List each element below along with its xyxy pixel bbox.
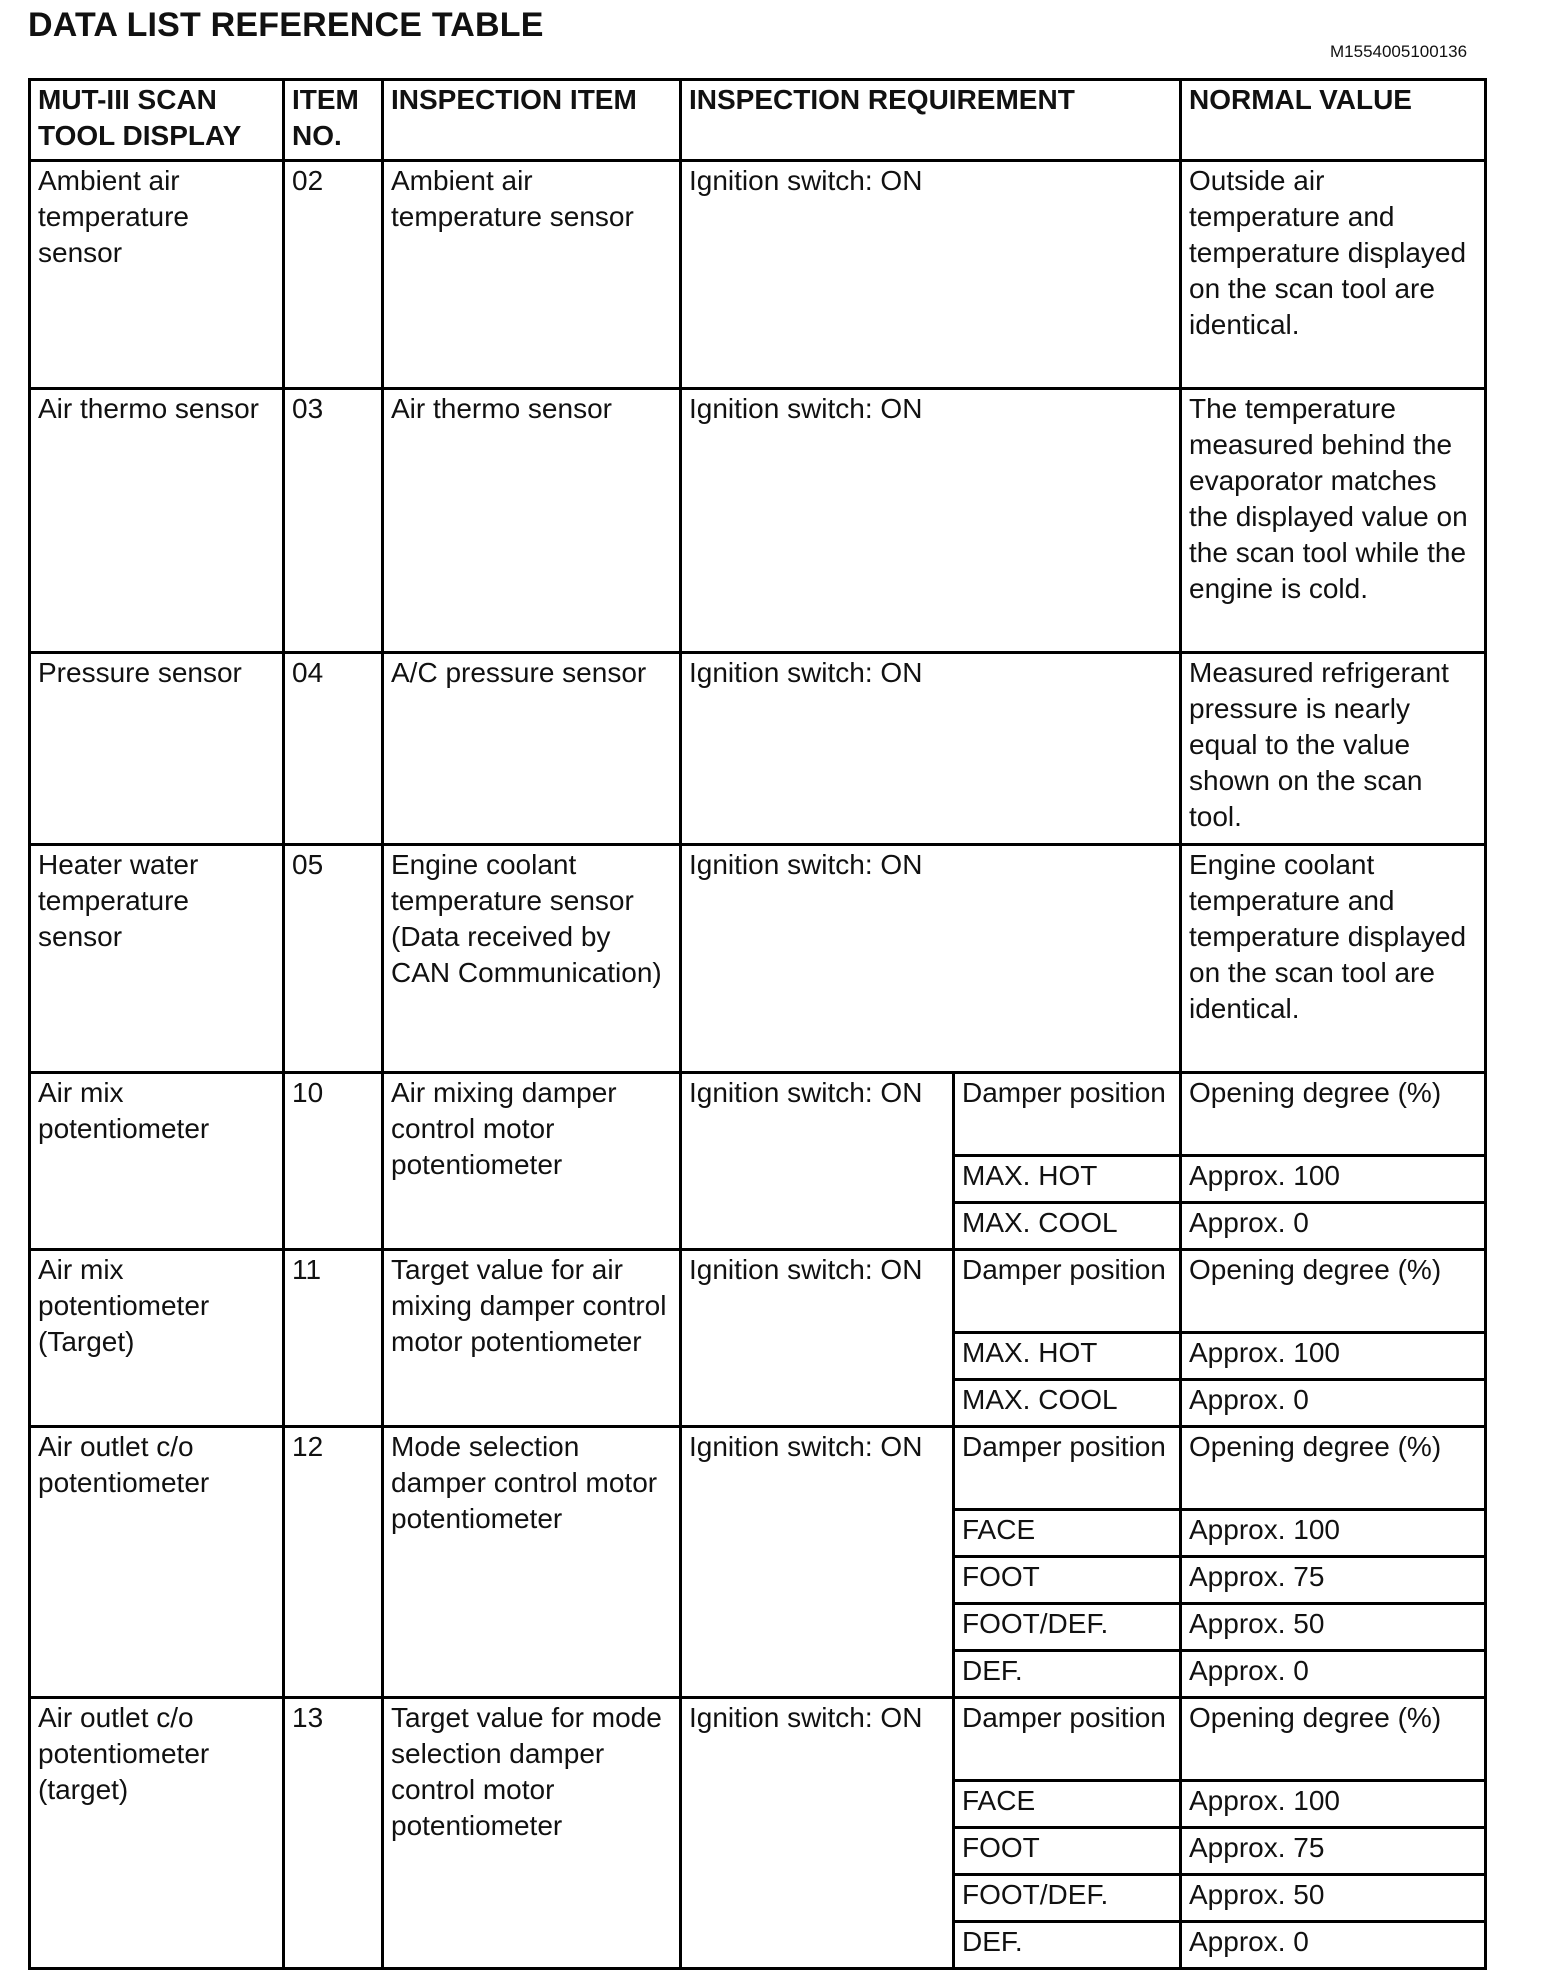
cell-damper-position: MAX. HOT bbox=[954, 1333, 1181, 1380]
header-inspection-item: INSPECTION ITEM bbox=[383, 80, 681, 161]
cell-normal-value: Approx. 100 bbox=[1181, 1781, 1486, 1828]
cell-requirement: Ignition switch: ON bbox=[681, 1427, 954, 1698]
cell-display: Ambient air temperature sensor bbox=[30, 161, 284, 389]
cell-item-no: 10 bbox=[284, 1073, 383, 1250]
cell-normal-value: Measured refrigerant pressure is nearly equal to the value shown on the scan tool. bbox=[1181, 653, 1486, 845]
cell-item-no: 11 bbox=[284, 1250, 383, 1427]
cell-sub-header-value: Opening degree (%) bbox=[1181, 1073, 1486, 1156]
cell-sub-header: Damper position bbox=[954, 1698, 1181, 1781]
header-scan-tool-display: MUT-III SCAN TOOL DISPLAY bbox=[30, 80, 284, 161]
cell-damper-position: FOOT bbox=[954, 1557, 1181, 1604]
cell-display: Air outlet c/o potentiometer (target) bbox=[30, 1698, 284, 1969]
cell-inspection-item: A/C pressure sensor bbox=[383, 653, 681, 845]
cell-display: Air mix potentiometer (Target) bbox=[30, 1250, 284, 1427]
cell-requirement: Ignition switch: ON bbox=[681, 1250, 954, 1427]
cell-inspection-item: Engine coolant temperature sensor (Data received by CAN Communication) bbox=[383, 845, 681, 1073]
header-normal-value: NORMAL VALUE bbox=[1181, 80, 1486, 161]
cell-inspection-item: Mode selection damper control motor potentiometer bbox=[383, 1427, 681, 1698]
cell-inspection-item: Ambient air temperature sensor bbox=[383, 161, 681, 389]
cell-inspection-item: Target value for mode selection damper control motor potentiometer bbox=[383, 1698, 681, 1969]
table-row bbox=[30, 653, 1486, 845]
cell-normal-value: Approx. 75 bbox=[1181, 1828, 1486, 1875]
cell-damper-position: MAX. COOL bbox=[954, 1380, 1181, 1427]
cell-requirement: Ignition switch: ON bbox=[681, 1073, 954, 1250]
document-id: M1554005100136 bbox=[1330, 42, 1468, 61]
table-header-row bbox=[30, 80, 1486, 161]
cell-damper-position: DEF. bbox=[954, 1922, 1181, 1969]
cell-requirement: Ignition switch: ON bbox=[681, 1698, 954, 1969]
cell-requirement: Ignition switch: ON bbox=[681, 653, 1181, 845]
cell-display: Air outlet c/o potentiometer bbox=[30, 1427, 284, 1698]
cell-damper-position: FOOT bbox=[954, 1828, 1181, 1875]
cell-normal-value: Approx. 0 bbox=[1181, 1922, 1486, 1969]
table-row bbox=[30, 161, 1486, 389]
table-row bbox=[30, 1427, 1486, 1510]
cell-sub-header: Damper position bbox=[954, 1427, 1181, 1510]
data-list-table bbox=[28, 78, 1487, 1970]
cell-display: Pressure sensor bbox=[30, 653, 284, 845]
cell-display: Heater water temperature sensor bbox=[30, 845, 284, 1073]
cell-normal-value: The temperature measured behind the evaporator matches the displayed value on the scan tool while the engine is cold. bbox=[1181, 389, 1486, 653]
page-title: DATA LIST REFERENCE TABLE bbox=[28, 6, 544, 44]
header-inspection-requirement: INSPECTION REQUIREMENT bbox=[681, 80, 1181, 161]
cell-item-no: 05 bbox=[284, 845, 383, 1073]
cell-damper-position: DEF. bbox=[954, 1651, 1181, 1698]
cell-item-no: 04 bbox=[284, 653, 383, 845]
cell-item-no: 03 bbox=[284, 389, 383, 653]
cell-normal-value: Approx. 0 bbox=[1181, 1380, 1486, 1427]
cell-normal-value: Approx. 0 bbox=[1181, 1651, 1486, 1698]
cell-requirement: Ignition switch: ON bbox=[681, 389, 1181, 653]
table-row bbox=[30, 1698, 1486, 1781]
cell-inspection-item: Air mixing damper control motor potentiometer bbox=[383, 1073, 681, 1250]
cell-sub-header-value: Opening degree (%) bbox=[1181, 1250, 1486, 1333]
table-row bbox=[30, 389, 1486, 653]
cell-damper-position: MAX. HOT bbox=[954, 1156, 1181, 1203]
cell-damper-position: MAX. COOL bbox=[954, 1203, 1181, 1250]
cell-requirement: Ignition switch: ON bbox=[681, 161, 1181, 389]
cell-requirement: Ignition switch: ON bbox=[681, 845, 1181, 1073]
cell-sub-header: Damper position bbox=[954, 1250, 1181, 1333]
cell-normal-value: Approx. 0 bbox=[1181, 1203, 1486, 1250]
cell-damper-position: FACE bbox=[954, 1510, 1181, 1557]
cell-item-no: 13 bbox=[284, 1698, 383, 1969]
table-row bbox=[30, 845, 1486, 1073]
cell-inspection-item: Target value for air mixing damper control motor potentiometer bbox=[383, 1250, 681, 1427]
cell-normal-value: Approx. 75 bbox=[1181, 1557, 1486, 1604]
cell-normal-value: Outside air temperature and temperature displayed on the scan tool are identical. bbox=[1181, 161, 1486, 389]
cell-display: Air thermo sensor bbox=[30, 389, 284, 653]
cell-item-no: 02 bbox=[284, 161, 383, 389]
cell-damper-position: FOOT/DEF. bbox=[954, 1875, 1181, 1922]
cell-sub-header-value: Opening degree (%) bbox=[1181, 1427, 1486, 1510]
cell-normal-value: Approx. 100 bbox=[1181, 1156, 1486, 1203]
cell-sub-header: Damper position bbox=[954, 1073, 1181, 1156]
cell-normal-value: Engine coolant temperature and temperature displayed on the scan tool are identical. bbox=[1181, 845, 1486, 1073]
cell-item-no: 12 bbox=[284, 1427, 383, 1698]
header-item-no: ITEM NO. bbox=[284, 80, 383, 161]
cell-inspection-item: Air thermo sensor bbox=[383, 389, 681, 653]
cell-sub-header-value: Opening degree (%) bbox=[1181, 1698, 1486, 1781]
cell-normal-value: Approx. 50 bbox=[1181, 1875, 1486, 1922]
cell-display: Air mix potentiometer bbox=[30, 1073, 284, 1250]
table-row bbox=[30, 1250, 1486, 1333]
cell-damper-position: FOOT/DEF. bbox=[954, 1604, 1181, 1651]
cell-normal-value: Approx. 100 bbox=[1181, 1333, 1486, 1380]
cell-normal-value: Approx. 50 bbox=[1181, 1604, 1486, 1651]
table-row bbox=[30, 1073, 1486, 1156]
cell-normal-value: Approx. 100 bbox=[1181, 1510, 1486, 1557]
cell-damper-position: FACE bbox=[954, 1781, 1181, 1828]
